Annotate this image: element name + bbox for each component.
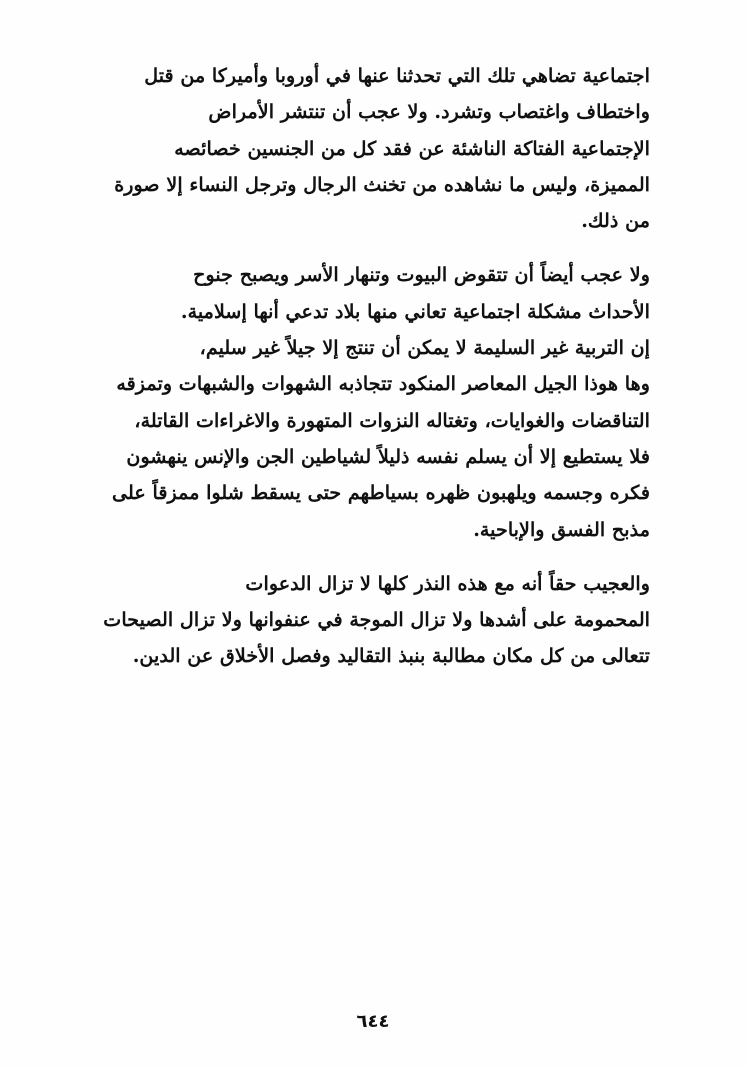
text-line: الإجتماعية الفتاكة الناشئة عن فقد كل من الجنسين خصائصه [174, 136, 650, 160]
text-line: واختطاف واغتصاب وتشرد. ولا عجب أن تنتشر الأمراض [208, 100, 650, 124]
paragraph-1 [60, 58, 650, 239]
text-line: المميزة، وليس ما نشاهده من تخنث الرجال وترجل النساء إلا صورة [114, 172, 650, 196]
text-line: التناقضات والغوايات، وتغتاله النزوات المتهورة والاغراءات القاتلة، [134, 408, 650, 432]
text-line: ولا عجب أيضاً أن تتقوض البيوت وتنهار الأسر ويصبح جنوح [193, 263, 650, 287]
paragraph-3 [60, 330, 650, 548]
text-line: وها هوذا الجيل المعاصر المنكود تتجاذبه الشهوات والشبهات وتمزقه [116, 372, 650, 396]
text-line: فكره وجسمه ويلهبون ظهره بسياطهم حتى يسقط شلوا ممزقاً على [112, 481, 650, 505]
page-number: ٦٤٤ [356, 1011, 390, 1032]
text-line: المحمومة على أشدها ولا تزال الموجة في عنفوانها ولا تزال الصيحات [103, 608, 650, 632]
text-line: اجتماعية تضاهي تلك التي تحدثنا عنها في أوروبا وأميركا من قتل [144, 64, 650, 87]
body-text [60, 58, 650, 693]
text-line: فلا يستطيع إلا أن يسلم نفسه ذليلاً لشياطين الجن والإنس ينهشون [126, 444, 650, 468]
text-line: مذبح الفسق والإباحية. [473, 517, 650, 541]
text-line: تتعالى من كل مكان مطالبة بنبذ التقاليد وفصل الأخلاق عن الدين. [132, 644, 650, 668]
text-line: الأحداث مشكلة اجتماعية تعاني منها بلاد تدعي أنها إسلامية. [180, 299, 650, 323]
text-line: إن التربية غير السليمة لا يمكن أن تنتج إلا جيلاً غير سليم، [199, 336, 650, 360]
paragraph-4 [60, 566, 650, 675]
paragraph-2 [60, 257, 650, 330]
text-line: من ذلك. [581, 209, 650, 233]
text-line: والعجيب حقاً أنه مع هذه النذر كلها لا تزال الدعوات [245, 571, 650, 595]
